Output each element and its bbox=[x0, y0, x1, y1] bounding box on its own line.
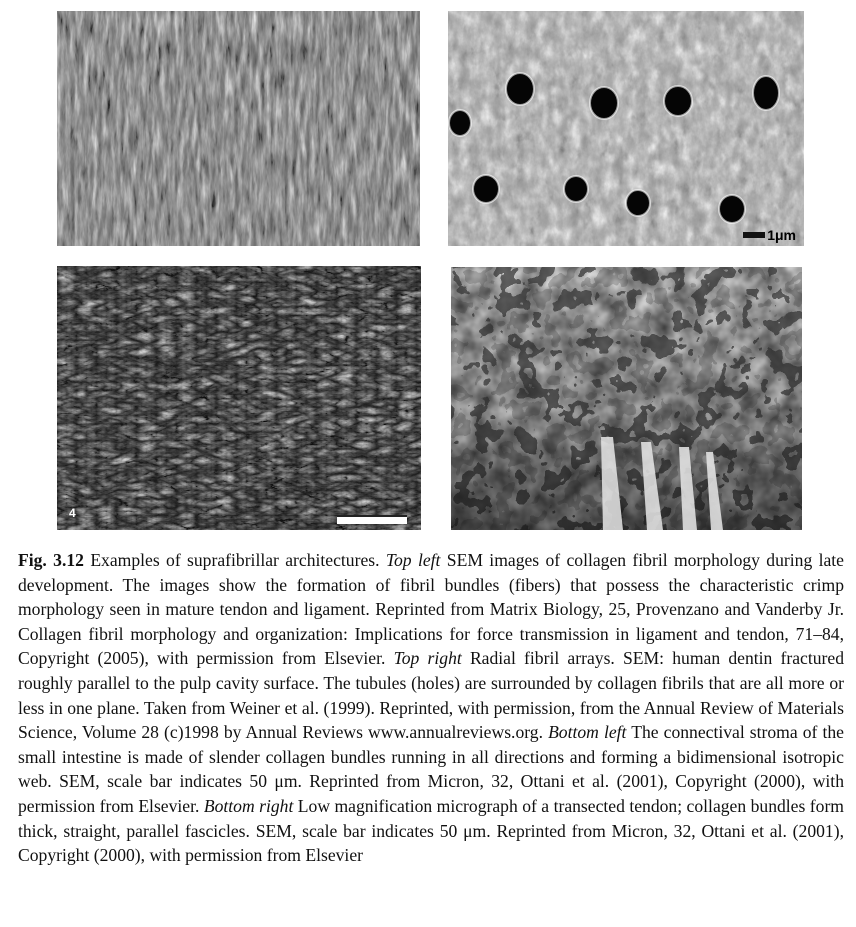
caption-text: SEM images of collagen fibril morphology during late development. The images show the formation of fibril bundles (fibers) that possess the characteristic crimp morphology seen in mature tendon and ligament. Reprinted from Matrix Biology, 25, Provenzano and Vanderby Jr. Collagen fibril morphology and organization: Implications for force transmission in ligament and tendon, 71–84, Copyright (2005), with permission from Elsevier. bbox=[18, 550, 844, 669]
caption-text: Radial fibril arrays. SEM: human dentin fractured roughly parallel to the pulp cavity surface. The tubules (holes) are surrounded by collagen fibrils that are all more or less in one plane. Taken from Weiner et al. (1999). Reprinted, with permission, from the Annual Review of Materials Science, Volume 28 (c)1998 by Annual Reviews www.annualreviews.org. bbox=[18, 648, 844, 743]
top-left-sem-image bbox=[57, 11, 420, 246]
caption-panel-ref: Top right bbox=[393, 648, 462, 669]
caption-panel-ref: Bottom right bbox=[203, 795, 294, 816]
top-right-sem-image bbox=[448, 11, 804, 246]
bottom-left-sem-image bbox=[57, 266, 421, 530]
figure-caption bbox=[18, 548, 844, 868]
scale-bar-line bbox=[743, 232, 765, 238]
caption-text: Low magnification micrograph of a transected tendon; collagen bundles form thick, straight, parallel fascicles. SEM, scale bar indicates 50 μm. Reprinted from Micron, 32, Ottani et al. (2001), Copyright (2000), with permission from Elsevier bbox=[18, 795, 844, 866]
panel-number: 4 bbox=[69, 506, 76, 520]
scale-bar bbox=[743, 227, 796, 243]
bottom-right-sem-image bbox=[451, 267, 802, 530]
scale-bar bbox=[337, 515, 407, 524]
scale-bar-label: 1μm bbox=[767, 227, 796, 243]
caption-panel-ref: Bottom left bbox=[548, 722, 627, 743]
caption-text: Examples of suprafibrillar architectures. bbox=[83, 550, 386, 570]
figure-label: Fig. 3.12 bbox=[18, 550, 84, 570]
caption-text: The connectival stroma of the small intestine is made of slender collagen bundles running in all directions and forming a bidimensional isotropic web. SEM, scale bar indicates 50 μm. Reprinted from Micron, 32, Ottani et al. (2001), Copyright (2000), with permission from Elsevier. bbox=[18, 722, 844, 816]
caption-panel-ref: Top left bbox=[385, 550, 441, 570]
